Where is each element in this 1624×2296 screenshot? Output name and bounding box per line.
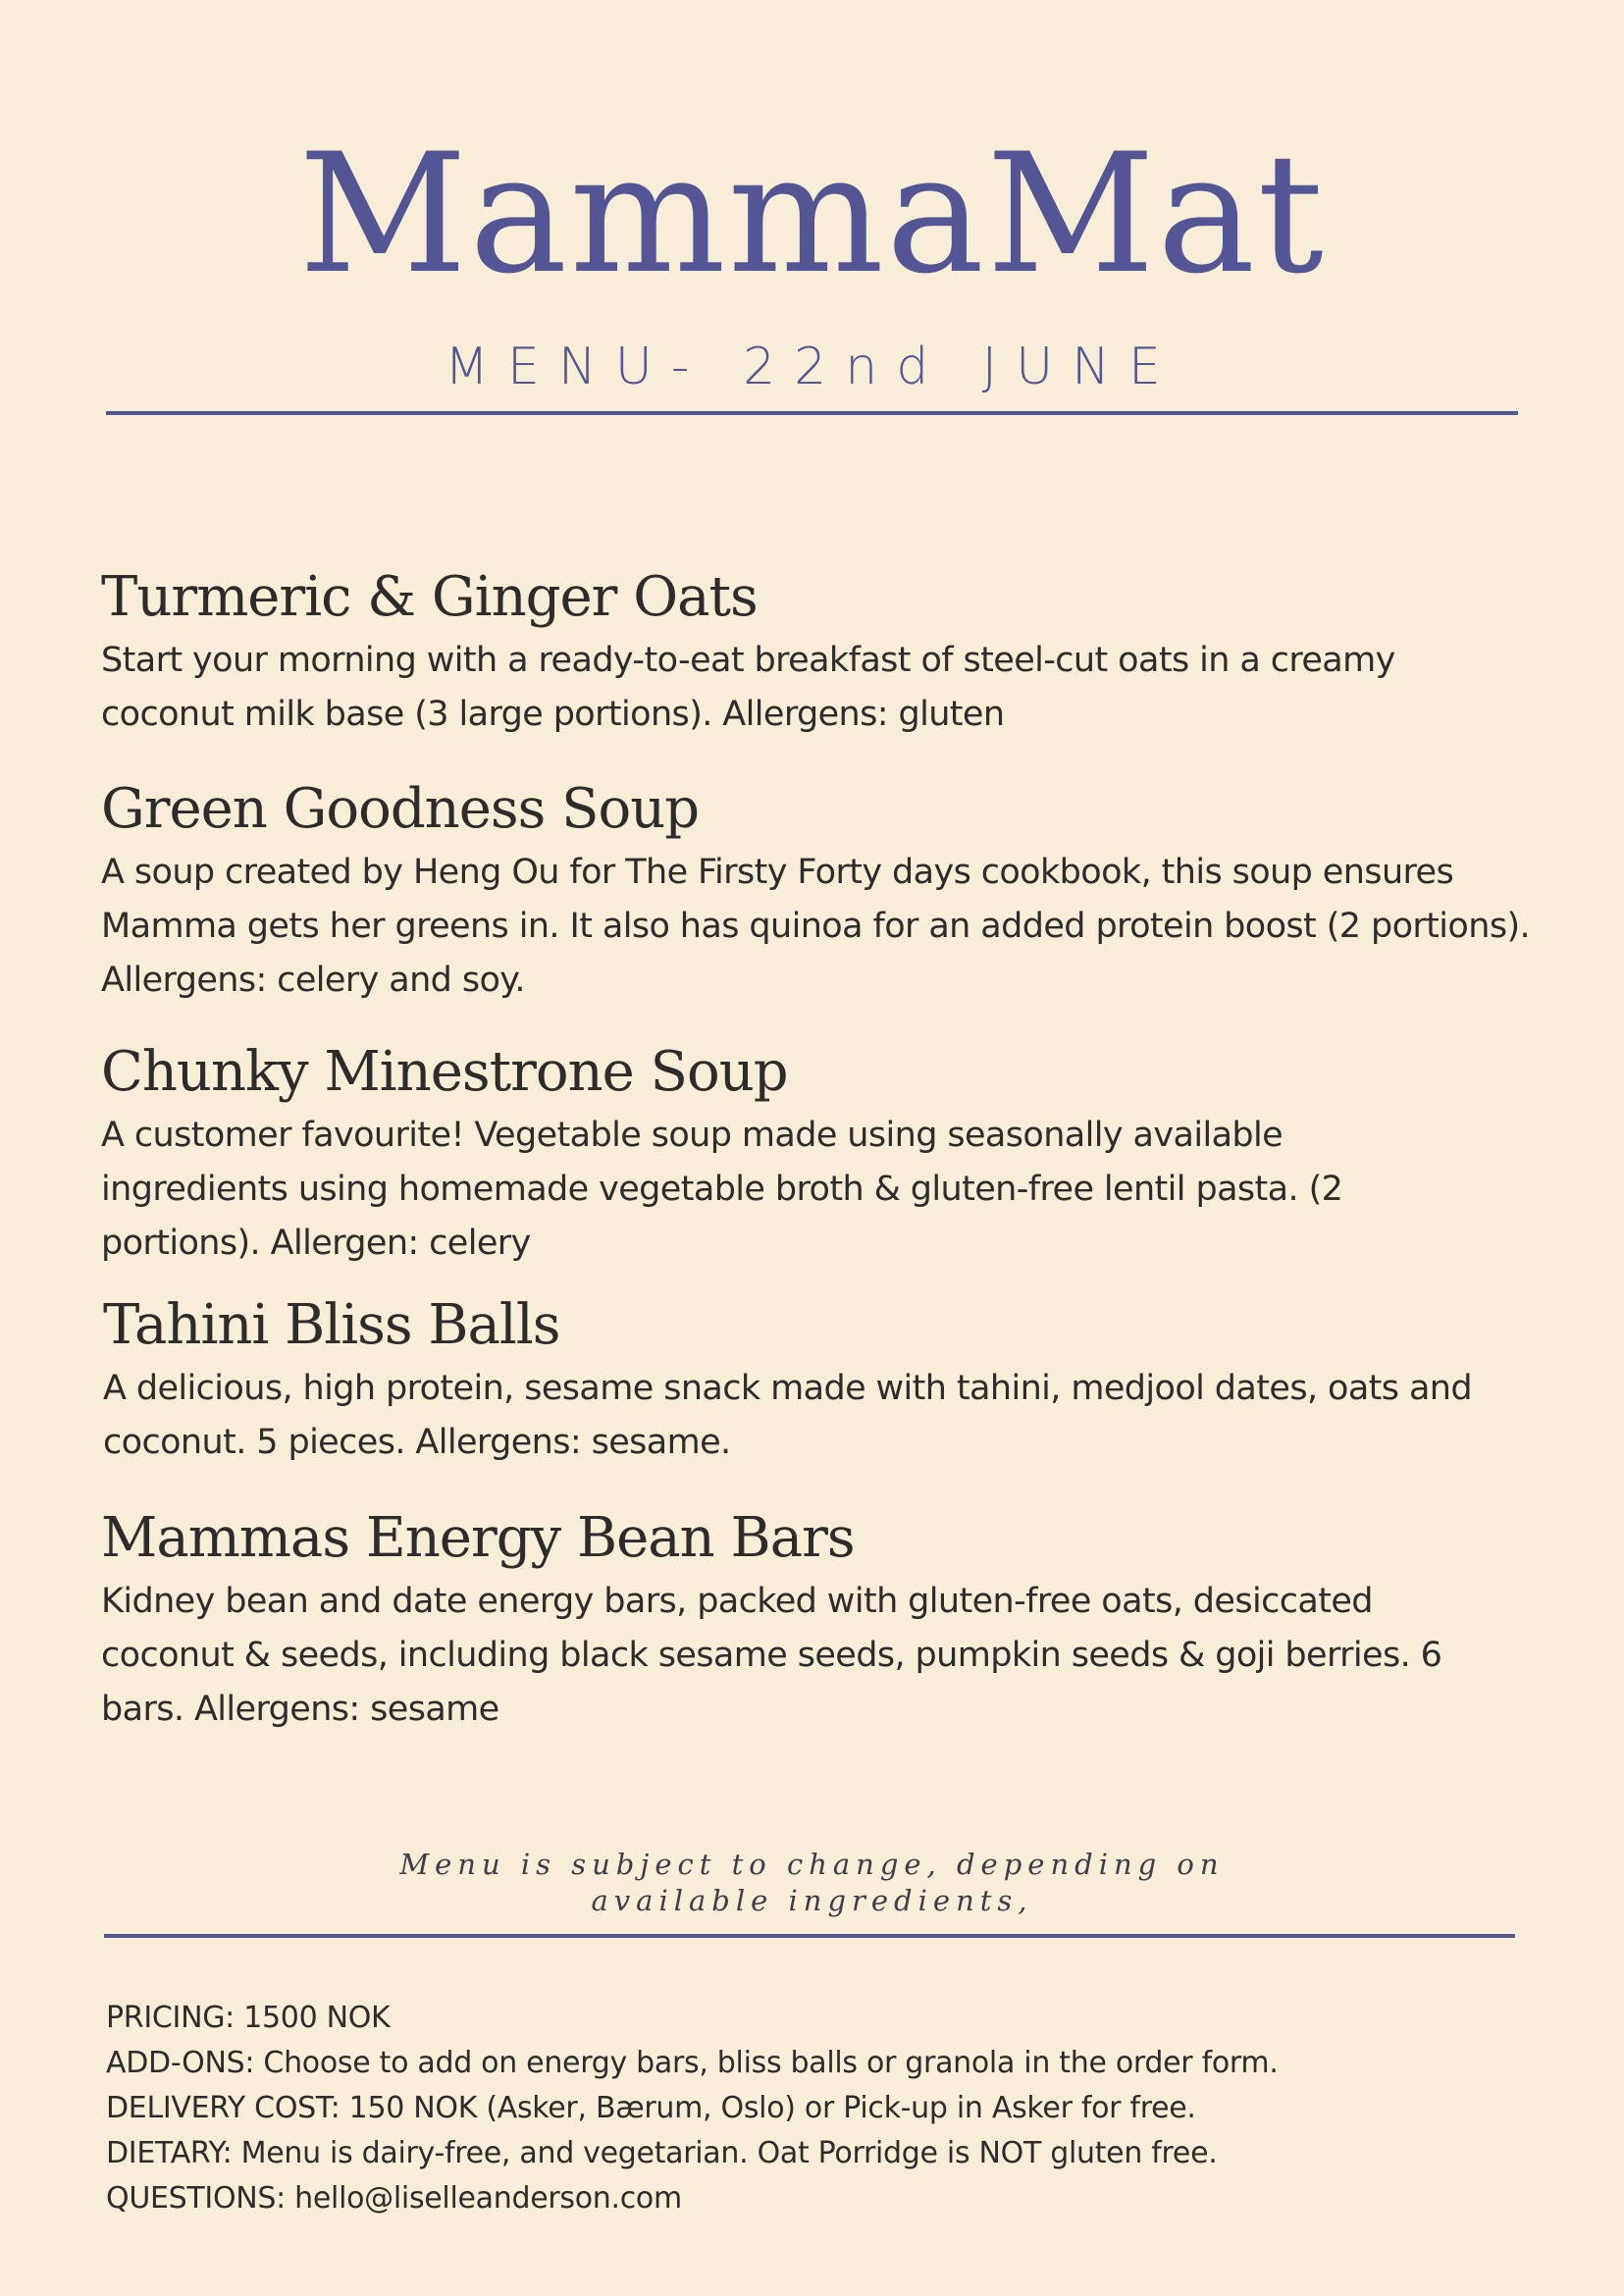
dietary-line: DIETARY: Menu is dairy-free, and vegetarian. Oat Porridge is NOT gluten free. (106, 2136, 1218, 2170)
menu-item-description: Kidney bean and date energy bars, packed with gluten-free oats, desiccated coconut & seeds, including black sesame seeds, pumpkin seeds & goji berries. 6 bars. Allergens: sesame (101, 1582, 1442, 1729)
order-info (106, 1996, 1558, 2221)
menu-item-title: Chunky Minestrone Soup (101, 1040, 788, 1104)
menu-item-description: A delicious, high protein, sesame snack made with tahini, medjool dates, oats and coconut. 5 pieces. Allergens: sesame. (103, 1369, 1472, 1462)
menu-item-title: Turmeric & Ginger Oats (101, 565, 758, 629)
menu-item-title: Tahini Bliss Balls (103, 1293, 560, 1357)
delivery-line: DELIVERY COST: 150 NOK (Asker, Bærum, Oslo) or Pick-up in Asker for free. (106, 2091, 1196, 2125)
availability-note-line: Menu is subject to change, depending on (399, 1848, 1225, 1881)
menu-item-title: Green Goodness Soup (101, 777, 700, 841)
availability-note (0, 1847, 1624, 1919)
menu-item (101, 777, 1544, 1008)
questions-line: QUESTIONS: hello@liselleanderson.com (106, 2181, 682, 2216)
addons-line: ADD-ONS: Choose to add on energy bars, bliss balls or granola in the order form. (106, 2046, 1279, 2080)
availability-note-line: available ingredients, (591, 1884, 1033, 1917)
footer-divider (104, 1934, 1515, 1938)
menu-item (101, 565, 1544, 742)
header-divider (106, 411, 1518, 415)
menu-item-description: A soup created by Heng Ou for The Firsty Forty days cookbook, this soup ensures Mamma gets her greens in. It also has quinoa for an added protein boost (2 portions). Allergens: celery and soy. (101, 853, 1531, 1000)
menu-item (103, 1293, 1545, 1470)
pricing-line: PRICING: 1500 NOK (106, 2001, 391, 2035)
menu-item (101, 1506, 1544, 1737)
brand-title: MammaMat (298, 118, 1326, 310)
menu-item-description: Start your morning with a ready-to-eat breakfast of steel-cut oats in a creamy coconut milk base (3 large portions). Allergens: gluten (101, 641, 1395, 734)
menu-item-description: A customer favourite! Vegetable soup made using seasonally available ingredients using homemade vegetable broth & gluten-free lentil pasta. (2 portions). Allergen: celery (101, 1116, 1343, 1263)
menu-item-title: Mammas Energy Bean Bars (101, 1506, 855, 1570)
menu-date-subtitle: MENU- 22nd JUNE (445, 338, 1179, 396)
menu-item (101, 1040, 1544, 1271)
